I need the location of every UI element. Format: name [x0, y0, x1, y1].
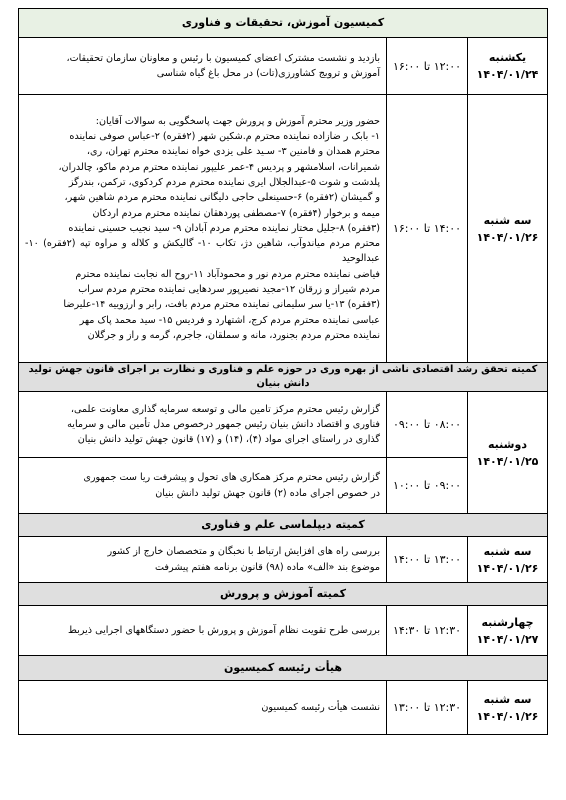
date-label: ۱۴۰۴/۰۱/۲۶: [476, 709, 539, 723]
day-label: سه شنبه: [483, 544, 532, 558]
table-row: [19, 392, 548, 458]
description-line: و گمیشان (۲فقره) ۶-حسینعلی حاجی دلیگانی نماینده محترم مردم شاهین شهر،: [64, 192, 380, 204]
description-line: عباسی نماینده محترم مردم کرج، اشتهارد و فردیس ۱۵- سید محمد پاک مهر: [79, 314, 380, 326]
section-title-presidium: هیأت رئیسه کمیسیون: [19, 656, 548, 681]
description-line: ۱- بابک ر ضازاده نماینده محترم م.شکین شهر (۲فقره) ۲-عباس صوفی نماینده: [69, 131, 380, 143]
day-cell: [468, 537, 548, 583]
description-line: (۳فقره) ۸-جلیل مختار نماینده محترم مردم آبادان ۹- سید نجیب حسینی نماینده: [68, 222, 380, 234]
description-line: (۳فقره) ۱۳-یا سر سلیمانی نماینده محترم مردم بافت، رابر و ارزوییه ۱۴-علیرضا: [63, 299, 380, 311]
time-cell: ۰۹:۰۰ تا ۱۰:۰۰: [387, 458, 468, 514]
day-cell: [468, 95, 548, 363]
time-cell: ۱۲:۰۰ تا ۱۶:۰۰: [387, 38, 468, 95]
description-line: نماینده محترم مردم بجنورد، مانه و سملقان، جاجرم، گرمه و راز و جرگلان: [87, 329, 380, 341]
description-cell: [19, 537, 387, 583]
description-line: گذاری در راستای اجرای مواد (۴)، (۱۴) و (۱۷) قانون جهش تولید دانش بنیان: [77, 434, 380, 446]
date-label: ۱۴۰۴/۰۱/۲۴: [476, 68, 539, 81]
description-line: موضوع بند «الف» ماده (۹۸) قانون برنامه هفتم پیشرفت: [155, 561, 380, 573]
description-line: بررسی راه های افزایش ارتباط با نخبگان و متخصصان خارج از کشور: [107, 546, 380, 558]
description-line: در خصوص اجرای ماده (۲) قانون جهش تولید دانش بنیان: [155, 487, 380, 499]
time-cell: ۱۳:۰۰ تا ۱۴:۰۰: [387, 537, 468, 583]
description-line: فیاضی نماینده محترم مردم نور و محمودآباد ۱۱-روح اله نجابت نماینده محترم: [75, 268, 380, 280]
description-cell: [19, 392, 387, 458]
description-cell: [19, 95, 387, 363]
description-line: فناوری و اقتصاد دانش بنیان رئیس جمهور درخصوص مدل تأمین مالی و سرمایه: [67, 418, 380, 430]
time-cell: ۱۲:۳۰ تا ۱۳:۰۰: [387, 681, 468, 735]
description-cell: [19, 38, 387, 95]
day-cell: [468, 392, 548, 514]
section-title-knowledge-committee: کمیته تحقق رشد اقتصادی ناشی از بهره وری در حوزه علم و فناوری و نظارت بر اجرای قانون جهش تولید دانش بنیان: [19, 363, 548, 392]
section-title-commission: کمیسیون آموزش، تحقیقات و فناوری: [19, 9, 548, 38]
time-cell: ۰۸:۰۰ تا ۰۹:۰۰: [387, 392, 468, 458]
description-line: نشست هیأت رئیسه کمیسیون: [261, 701, 380, 713]
section-title-education-committee: کمیته آموزش و پرورش: [19, 583, 548, 606]
day-label: سه شنبه: [483, 213, 532, 227]
day-label: دوشنبه: [488, 437, 527, 451]
day-label: یکشنبه: [488, 51, 527, 64]
description-cell: [19, 681, 387, 735]
table-row: [19, 606, 548, 656]
description-line: میمه و برخوار (۴فقره) ۷-مصطفی پوردهقان نماینده محترم مردم اردکان: [92, 207, 380, 219]
description-cell: [19, 606, 387, 656]
date-label: ۱۴۰۴/۰۱/۲۶: [476, 230, 539, 244]
section-header-row: [19, 656, 548, 681]
section-header-row: [19, 9, 548, 38]
description-line: بررسی طرح تقویت نظام آموزش و پرورش با حضور دستگاههای اجرایی ذیربط: [68, 624, 380, 636]
date-label: ۱۴۰۴/۰۱/۲۶: [476, 561, 539, 575]
description-line: آموزش و ترویج کشاورزی(تات) در محل باغ گیاه شناسی: [156, 68, 380, 79]
date-label: ۱۴۰۴/۰۱/۲۵: [476, 454, 539, 468]
description-line: پلدشت و شوت ۵-عبدالجلال ایری نماینده محترم مردم کردکوی، ترکمن، بندرگز: [68, 176, 380, 188]
date-label: ۱۴۰۴/۰۱/۲۷: [476, 632, 539, 646]
description-line: شمیرانات، اسلامشهر و پردیس ۴-عمر علیپور نماینده محترم مردم ماکو، چالدران،: [58, 161, 380, 173]
description-line: محترم همدان و فامنین ۳- سـید علی یزدی خواه نماینده محترم تهران، ری،: [86, 146, 380, 158]
section-header-row: [19, 514, 548, 537]
description-line: حضور وزیر محترم آموزش و پرورش جهت پاسخگویی به سوالات آقایان:: [95, 115, 380, 127]
table-row: [19, 681, 548, 735]
day-cell: [468, 681, 548, 735]
section-header-row: [19, 363, 548, 392]
day-cell: [468, 606, 548, 656]
description-line: محترم مردم میاندوآب، شاهین دژ، تکاب ۱۰- گالیکش و کلاله و مراوه تپه (۲فقره) ۱۰-عبدالوحید: [25, 238, 380, 265]
description-line: مردم شیراز و زرقان ۱۲-مجید نصیرپور سردهایی نماینده محترم مردم سراب: [78, 284, 380, 296]
schedule-table: [18, 8, 548, 735]
day-label: چهارشنبه: [481, 615, 534, 629]
description-cell: [19, 458, 387, 514]
time-cell: ۱۲:۳۰ تا ۱۴:۳۰: [387, 606, 468, 656]
description-line: گزارش رئیس محترم مرکز تامین مالی و توسعه سرمایه گذاری معاونت علمی،: [70, 403, 380, 415]
section-title-diplomacy-committee: کمیته دیپلماسی علم و فناوری: [19, 514, 548, 537]
table-row: [19, 95, 548, 363]
section-header-row: [19, 583, 548, 606]
table-row: [19, 38, 548, 95]
table-row: [19, 537, 548, 583]
day-cell: [468, 38, 548, 95]
time-cell: ۱۴:۰۰ تا ۱۶:۰۰: [387, 95, 468, 363]
description-line: بازدید و نشست مشترک اعضای کمیسیون با رئیس و معاونان سازمان تحقیقات،: [66, 52, 380, 64]
day-label: سه شنبه: [483, 692, 532, 706]
description-line: گزارش رئیس محترم مرکز همکاری های تحول و پیشرفت ریا ست جمهوری: [83, 472, 380, 484]
